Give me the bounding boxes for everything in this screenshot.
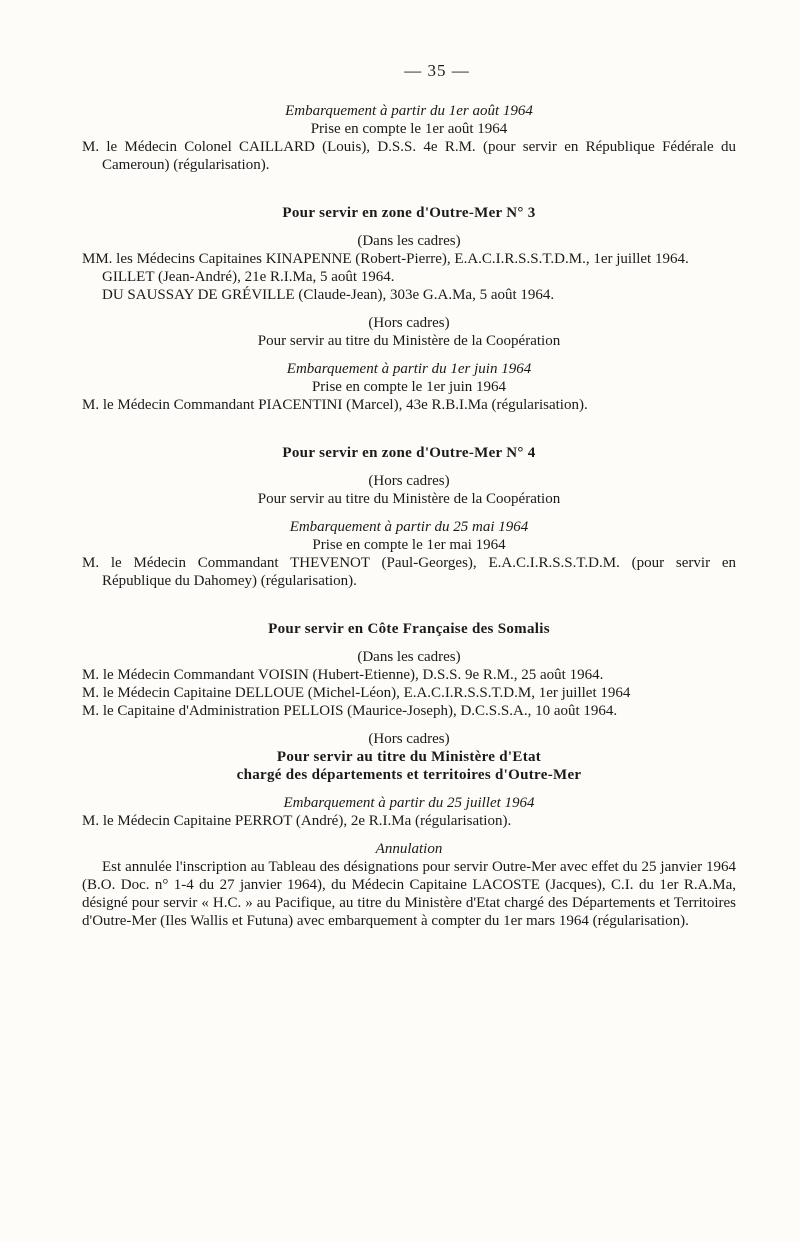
embarkation-line: Embarquement à partir du 25 juillet 1964 — [283, 795, 535, 811]
annulation-heading: Annulation — [375, 841, 443, 857]
assignment-entry: M. le Capitaine d'Administration PELLOIS (Maurice-Joseph), D.C.S.S.A., 10 août 1964. — [82, 703, 618, 719]
category-label: (Hors cadres) — [368, 473, 450, 489]
category-label: (Hors cadres) — [368, 315, 450, 331]
assignment-entry: M. le Médecin Capitaine DELLOUE (Michel-Léon), E.A.C.I.R.S.S.T.D.M, 1er juillet 1964 — [82, 685, 631, 701]
assignment-entry: GILLET (Jean-André), 21e R.I.Ma, 5 août 1964. — [102, 269, 395, 285]
ministry-heading: Pour servir au titre du Ministère d'Etat — [276, 749, 542, 765]
assignment-entry: M. le Médecin Commandant VOISIN (Hubert-Etienne), D.S.S. 9e R.M., 25 août 1964. — [82, 667, 604, 683]
assignment-entry: M. le Médecin Capitaine PERROT (André), 2e R.I.Ma (régularisation). — [82, 813, 512, 829]
assignment-entry: M. le Médecin Colonel CAILLARD (Louis), D.S.S. 4e R.M. (pour servir en République Fédérale du Cameroun) (régularisation). — [82, 139, 736, 173]
assignment-entry: DU SAUSSAY DE GRÉVILLE (Claude-Jean), 303e G.A.Ma, 5 août 1964. — [102, 287, 555, 303]
section-heading: Pour servir en zone d'Outre-Mer N° 4 — [282, 445, 536, 461]
accounting-line: Prise en compte le 1er mai 1964 — [312, 537, 506, 553]
page-number: — 35 — — [404, 61, 470, 80]
document-page — [82, 62, 736, 930]
assignment-entry: MM. les Médecins Capitaines KINAPENNE (Robert-Pierre), E.A.C.I.R.S.S.T.D.M., 1er juillet 1964. — [82, 251, 689, 267]
category-label: (Dans les cadres) — [357, 233, 461, 249]
accounting-line: Prise en compte le 1er août 1964 — [310, 121, 508, 137]
section-heading: Pour servir en zone d'Outre-Mer N° 3 — [282, 205, 536, 221]
category-label: (Dans les cadres) — [357, 649, 461, 665]
accounting-line: Prise en compte le 1er juin 1964 — [311, 379, 507, 395]
annulation-text: Est annulée l'inscription au Tableau des désignations pour servir Outre-Mer avec effet du 25 janvier 1964 (B.O. Doc. n° 1-4 du 27 janvier 1964), du Médecin Capitaine LACOSTE (Jacques), C.I. du 1er R.A.Ma, désigné pour servir « H.C. » au Pacifique, au titre du Ministère d'Etat chargé des Départements et Territoires d'Outre-Mer (Iles Wallis et Futuna) avec embarquement à compter du 1er mars 1964 (régularisation). — [82, 859, 736, 929]
embarkation-line: Embarquement à partir du 1er juin 1964 — [286, 361, 532, 377]
assignment-entry: M. le Médecin Commandant THEVENOT (Paul-Georges), E.A.C.I.R.S.S.T.D.M. (pour servir en République du Dahomey) (régularisation). — [82, 555, 736, 589]
embarkation-line: Embarquement à partir du 1er août 1964 — [285, 103, 533, 119]
ministry-heading: chargé des départements et territoires d'Outre-Mer — [236, 767, 582, 783]
ministry-line: Pour servir au titre du Ministère de la Coopération — [257, 491, 561, 507]
category-label: (Hors cadres) — [368, 731, 450, 747]
embarkation-line: Embarquement à partir du 25 mai 1964 — [289, 519, 529, 535]
ministry-line: Pour servir au titre du Ministère de la Coopération — [257, 333, 561, 349]
assignment-entry: M. le Médecin Commandant PIACENTINI (Marcel), 43e R.B.I.Ma (régularisation). — [82, 397, 588, 413]
section-heading: Pour servir en Côte Française des Somalis — [268, 621, 550, 637]
